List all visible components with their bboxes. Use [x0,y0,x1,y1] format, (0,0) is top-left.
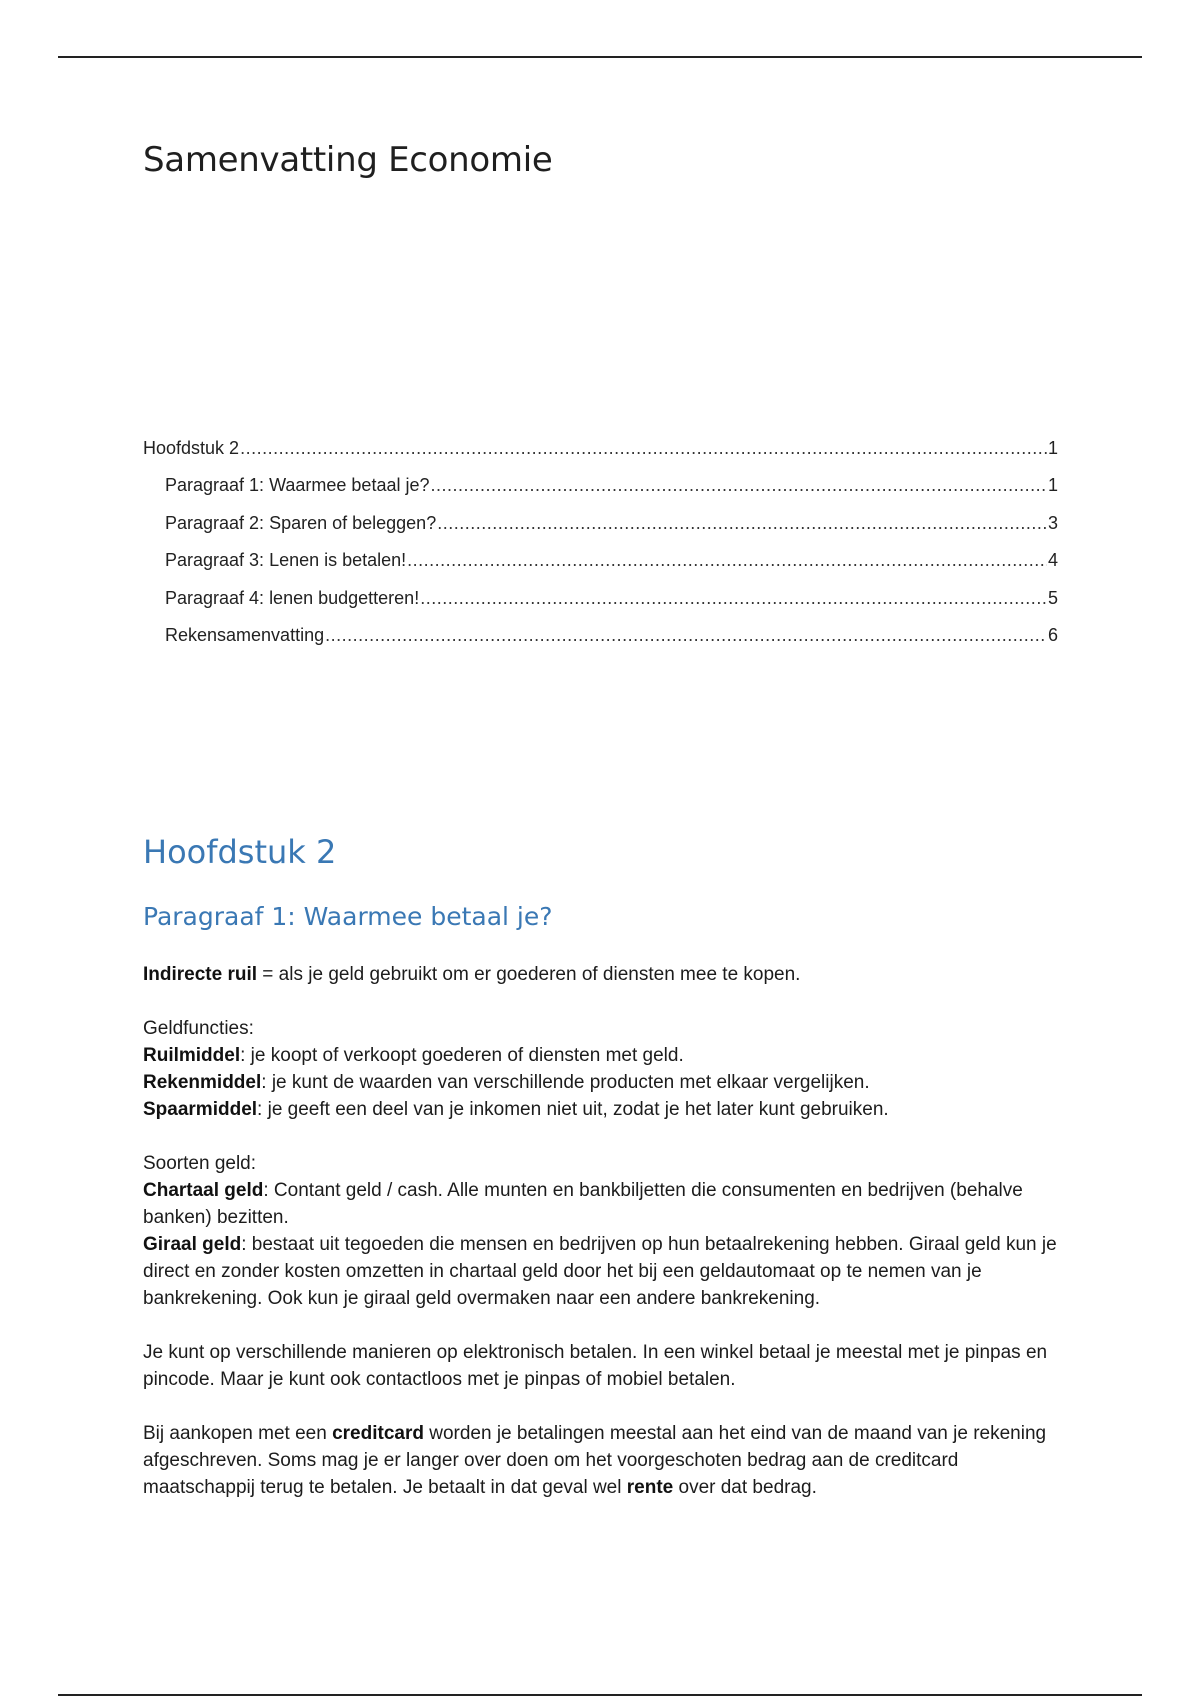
section-body [143,961,1063,1501]
toc-entry-label: Paragraaf 1: Waarmee betaal je? [165,475,430,496]
toc-leader-dots [437,513,1047,534]
definition-text: : Contant geld / cash. Alle munten en bankbiljetten die consumenten en bedrijven (behalve banken) bezitten. [143,1180,1023,1228]
toc-entry-page: 6 [1047,624,1058,645]
document-title: Samenvatting Economie [143,140,553,180]
soort-geld-item [143,1231,1063,1312]
definition-indirecte-ruil [143,961,1063,988]
toc-leader-dots [407,550,1047,571]
toc-entry-label: Hoofdstuk 2 [143,438,240,458]
toc-entry-page: 4 [1047,550,1058,571]
table-of-contents [143,438,1058,662]
term-bold: Chartaal geld [143,1180,264,1201]
geldfunctie-item [143,1042,1063,1069]
toc-leader-dots [430,475,1047,496]
definition-text: : je kunt de waarden van verschillende producten met elkaar vergelijken. [261,1072,870,1093]
term-bold: Spaarmiddel [143,1099,258,1120]
paragraph-text: worden je betalingen meestal aan het eind van de maand van je rekening afgeschreven. Soms mag je er langer over doen om het voorgeschoten bedrag aan de creditcard maatschappij terug te betalen. Je betaalt in dat geval wel [143,1423,1047,1498]
toc-entry-label: Rekensamenvatting [165,624,325,645]
geldfunctie-item [143,1096,1063,1123]
toc-entry-label: Paragraaf 4: lenen budgetteren! [165,587,420,608]
bottom-rule [58,1694,1142,1696]
soort-geld-item [143,1177,1063,1231]
term-bold: Indirecte ruil [143,964,258,985]
toc-leader-dots [325,625,1047,646]
toc-entry-page: 3 [1047,512,1058,533]
toc-leader-dots [240,438,1047,459]
toc-entry-page: 5 [1047,587,1058,608]
chapter-heading: Hoofdstuk 2 [143,833,337,871]
toc-entry[interactable] [143,625,1058,662]
paragraph-text: Bij aankopen met een [143,1423,333,1444]
term-bold: Rekenmiddel [143,1072,262,1093]
geldfunctie-item [143,1069,1063,1096]
toc-leader-dots [420,588,1047,609]
toc-entry-page: 1 [1047,475,1058,496]
definition-text: : je geeft een deel van je inkomen niet uit, zodat je het later kunt gebruiken. [257,1099,889,1120]
toc-entry[interactable] [143,438,1058,475]
paragraph-gap [143,1312,1063,1339]
toc-entry-label: Paragraaf 3: Lenen is betalen! [165,550,407,571]
toc-entry-label: Paragraaf 2: Sparen of beleggen? [165,512,437,533]
soorten-geld-heading: Soorten geld: [143,1153,257,1174]
section-heading: Paragraaf 1: Waarmee betaal je? [143,902,553,931]
term-bold: rente [626,1477,674,1498]
toc-entry[interactable] [143,513,1058,550]
term-bold: creditcard [332,1423,424,1444]
term-bold: Ruilmiddel [143,1045,241,1066]
definition-text: : bestaat uit tegoeden die mensen en bedrijven op hun betaalrekening hebben. Giraal geld kun je direct en zonder kosten omzetten in chartaal geld door het bij een geldautomaat op te nemen van je bankrekening. Ook kun je giraal geld overmaken naar een andere bankrekening. [143,1234,1057,1309]
paragraph-gap [143,1123,1063,1150]
toc-entry[interactable] [143,475,1058,512]
creditcard-paragraph [143,1420,1063,1501]
paragraph-text: over dat bedrag. [673,1477,817,1498]
elektronisch-betalen-paragraph: Je kunt op verschillende manieren op elektronisch betalen. In een winkel betaal je meestal met je pinpas en pincode. Maar je kunt ook contactloos met je pinpas of mobiel betalen. [143,1342,1048,1390]
toc-entry[interactable] [143,588,1058,625]
toc-entry[interactable] [143,550,1058,587]
toc-entry-page: 1 [1047,438,1058,458]
definition-text: = als je geld gebruikt om er goederen of diensten mee te kopen. [257,964,801,985]
definition-text: : je koopt of verkoopt goederen of diensten met geld. [240,1045,684,1066]
top-rule [58,56,1142,58]
geldfuncties-heading: Geldfuncties: [143,1018,254,1039]
term-bold: Giraal geld [143,1234,242,1255]
paragraph-gap [143,1393,1063,1420]
paragraph-gap [143,988,1063,1015]
